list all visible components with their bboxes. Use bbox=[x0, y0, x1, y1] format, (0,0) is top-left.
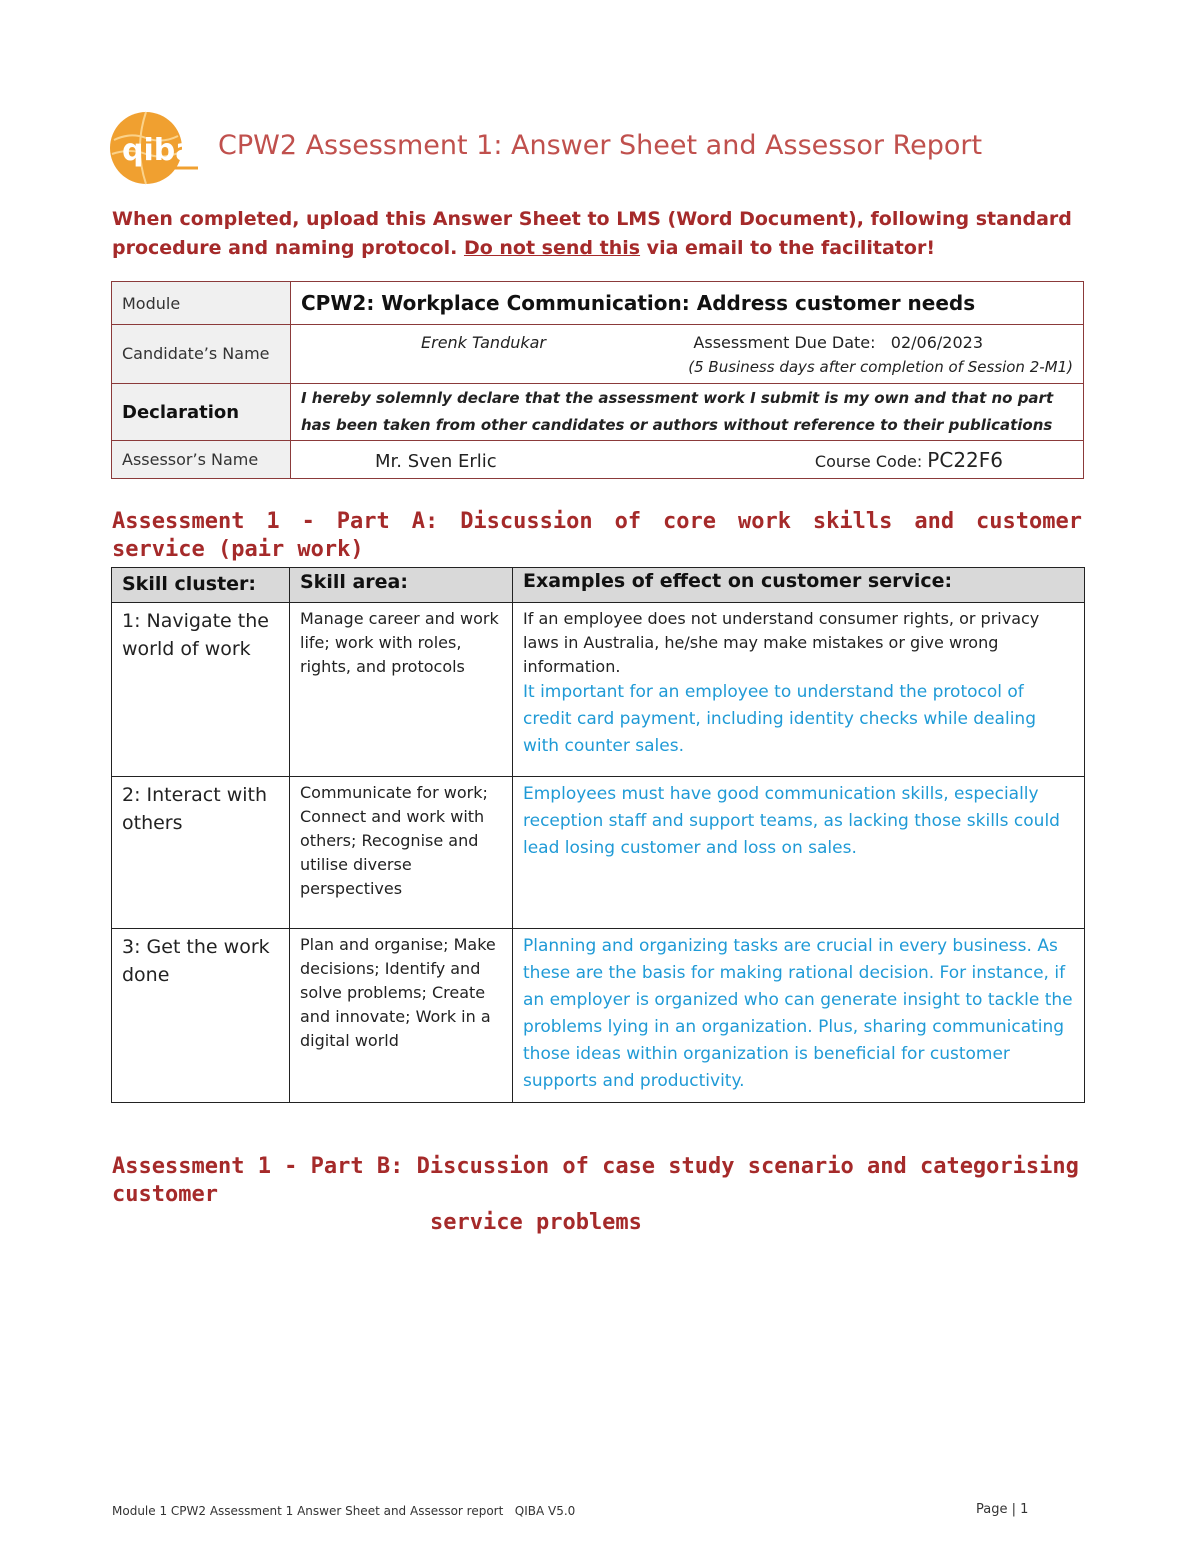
notice-text-end: via email to the facilitator! bbox=[640, 237, 935, 259]
course-code-group bbox=[815, 448, 1073, 472]
declaration-label-cell bbox=[112, 384, 291, 441]
assessor-row bbox=[112, 441, 1084, 479]
due-date-note: (5 Business days after completion of Session 2-M1) bbox=[688, 357, 1073, 376]
footer-page-number: Page | 1 bbox=[976, 1502, 1029, 1517]
upload-notice bbox=[112, 205, 1072, 263]
example-cell bbox=[513, 929, 1085, 1103]
column-header-skill-cluster: Skill cluster: bbox=[112, 568, 290, 603]
assessor-label: Assessor’s Name bbox=[112, 441, 291, 479]
part-b-heading-line1: Assessment 1 - Part B: Discussion of case study scenario and categorising customer bbox=[112, 1154, 1079, 1207]
assessor-name: Mr. Sven Erlic bbox=[375, 450, 497, 472]
declaration-row bbox=[112, 384, 1084, 441]
declaration-text: I hereby solemnly declare that the assessment work I submit is my own and that no part has been taken from other candidates or authors without reference to their publications bbox=[301, 389, 1054, 434]
due-date-label: Assessment Due Date: bbox=[693, 332, 876, 352]
answer-text[interactable]: It important for an employee to understand the protocol of credit card payment, including identity checks while dealing with counter sales. bbox=[523, 682, 1036, 756]
footer-document-info: Module 1 CPW2 Assessment 1 Answer Sheet and Assessor report QIBA V5.0 bbox=[112, 1504, 576, 1518]
candidate-row bbox=[112, 325, 1084, 384]
document-title: CPW2 Assessment 1: Answer Sheet and Assessor Report bbox=[218, 130, 983, 161]
part-b-heading bbox=[112, 1153, 1082, 1237]
assessor-value-cell bbox=[291, 441, 1084, 479]
example-cell bbox=[513, 603, 1085, 777]
skills-table bbox=[111, 567, 1085, 1103]
module-value: CPW2: Workplace Communication: Address customer needs bbox=[301, 291, 976, 315]
answer-text[interactable]: Employees must have good communication skills, especially reception staff and support teams, as lacking those skills could lead losing customer and loss on sales. bbox=[523, 784, 1060, 858]
skill-cluster-cell: 2: Interact with others bbox=[112, 777, 290, 929]
table-row bbox=[112, 603, 1085, 777]
table-row bbox=[112, 777, 1085, 929]
candidate-name: Erenk Tandukar bbox=[421, 332, 547, 352]
skill-area-cell: Communicate for work; Connect and work with others; Recognise and utilise diverse perspectives bbox=[290, 777, 513, 929]
skill-area-cell: Plan and organise; Make decisions; Identify and solve problems; Create and innovate; Work in a digital world bbox=[290, 929, 513, 1103]
course-code-value: PC22F6 bbox=[927, 447, 1003, 472]
part-a-heading: Assessment 1 - Part A: Discussion of core work skills and customer service (pair work) bbox=[112, 509, 1082, 562]
column-header-examples: Examples of effect on customer service: bbox=[513, 568, 1085, 603]
example-text: If an employee does not understand consumer rights, or privacy laws in Australia, he/she may make mistakes or give wrong information. bbox=[523, 609, 1040, 676]
qiba-logo-icon bbox=[108, 110, 200, 186]
due-date-value: 02/06/2023 bbox=[890, 332, 983, 352]
notice-text-start: When completed, upload this Answer Sheet to LMS (Word Document), following standard procedure and naming protocol. bbox=[112, 208, 1072, 259]
part-b-heading-line2: service problems bbox=[430, 1210, 642, 1235]
course-code-label: Course Code: bbox=[814, 451, 923, 471]
table-row bbox=[112, 929, 1085, 1103]
candidate-value-cell bbox=[291, 325, 1084, 384]
candidate-label: Candidate’s Name bbox=[112, 325, 291, 384]
notice-underlined: Do not send this bbox=[463, 237, 641, 259]
declaration-text-cell bbox=[291, 384, 1084, 441]
declaration-label: Declaration bbox=[122, 401, 240, 423]
module-value-cell bbox=[291, 282, 1084, 325]
skill-cluster-cell: 1: Navigate the world of work bbox=[112, 603, 290, 777]
skill-area-cell: Manage career and work life; work with roles, rights, and protocols bbox=[290, 603, 513, 777]
module-row bbox=[112, 282, 1084, 325]
skills-table-header bbox=[112, 568, 1085, 603]
due-date-group bbox=[693, 333, 1073, 352]
example-cell bbox=[513, 777, 1085, 929]
candidate-info-table bbox=[111, 281, 1084, 479]
column-header-skill-area: Skill area: bbox=[290, 568, 513, 603]
svg-text:qiba: qiba bbox=[122, 133, 196, 168]
answer-text[interactable]: Planning and organizing tasks are crucial in every business. As these are the basis for making rational decision. For instance, if an employer is organized who can generate insight to tackle the problems lying in an organization. Plus, sharing communicating those ideas within organization is beneficial for customer supports and productivity. bbox=[523, 936, 1073, 1091]
skill-cluster-cell: 3: Get the work done bbox=[112, 929, 290, 1103]
module-label: Module bbox=[112, 282, 291, 325]
